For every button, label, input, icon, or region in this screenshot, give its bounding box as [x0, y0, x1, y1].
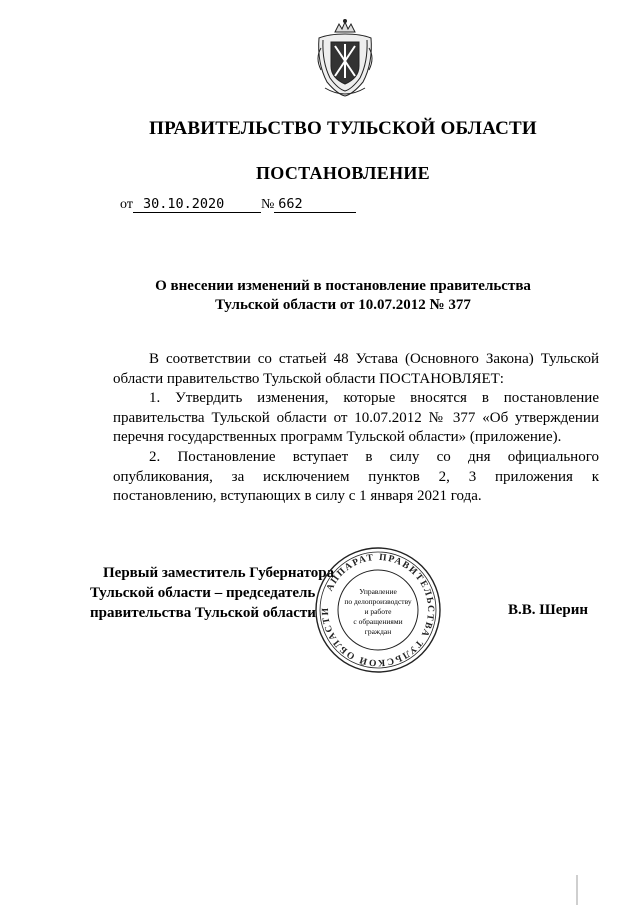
date-label: от [120, 197, 133, 212]
official-stamp [313, 545, 443, 675]
body-paragraph: 2. Постановление вступает в силу со дня официального опубликования, за исключением пунктов 2, 3 приложения к постановлению, вступающих в силу с 1 января 2021 года. [113, 448, 599, 505]
stamp-line: и работе [364, 607, 392, 616]
scan-artifact [576, 875, 578, 905]
signature-block [90, 563, 335, 623]
stamp-inner-text [344, 587, 412, 637]
stamp-line: граждан [364, 627, 392, 636]
signature-position-line: Первый заместитель Губернатора [103, 565, 335, 581]
stamp-line: с обращениями [353, 617, 403, 626]
stamp-ring-text: АППАРАТ ПРАВИТЕЛЬСТВА ТУЛЬСКОЙ ОБЛАСТИ [320, 552, 436, 668]
signer-name: В.В. Шерин [508, 602, 589, 618]
organization-title: ПРАВИТЕЛЬСТВО ТУЛЬСКОЙ ОБЛАСТИ [149, 118, 537, 139]
subject-line: Тульской области от 10.07.2012 № 377 [215, 297, 471, 313]
signature-position-line: правительства Тульской области [90, 605, 316, 621]
number-label: № [260, 197, 275, 212]
document-number: 662 [274, 196, 356, 213]
document-date: 30.10.2020 [133, 196, 261, 213]
signature-position-line: Тульской области – председатель [90, 585, 316, 601]
document-subject [60, 277, 626, 315]
stamp-line: Управление [359, 587, 397, 596]
coat-of-arms-icon [313, 18, 377, 98]
document-body [113, 350, 599, 507]
body-paragraph: В соответствии со статьей 48 Устава (Основного Закона) Тульской области правительство Тульской области ПОСТАНОВЛЯЕТ: [113, 351, 599, 387]
subject-line: О внесении изменений в постановление правительства [155, 278, 531, 294]
body-paragraph: 1. Утвердить изменения, которые вносятся в постановление правительства Тульской области от 10.07.2012 № 377 «Об утверждении перечня государственных программ Тульской области» (приложение). [113, 390, 599, 446]
stamp-line: по делопроизводству [344, 597, 412, 606]
document-type-title: ПОСТАНОВЛЕНИЕ [256, 163, 430, 183]
registration-line [120, 196, 356, 213]
